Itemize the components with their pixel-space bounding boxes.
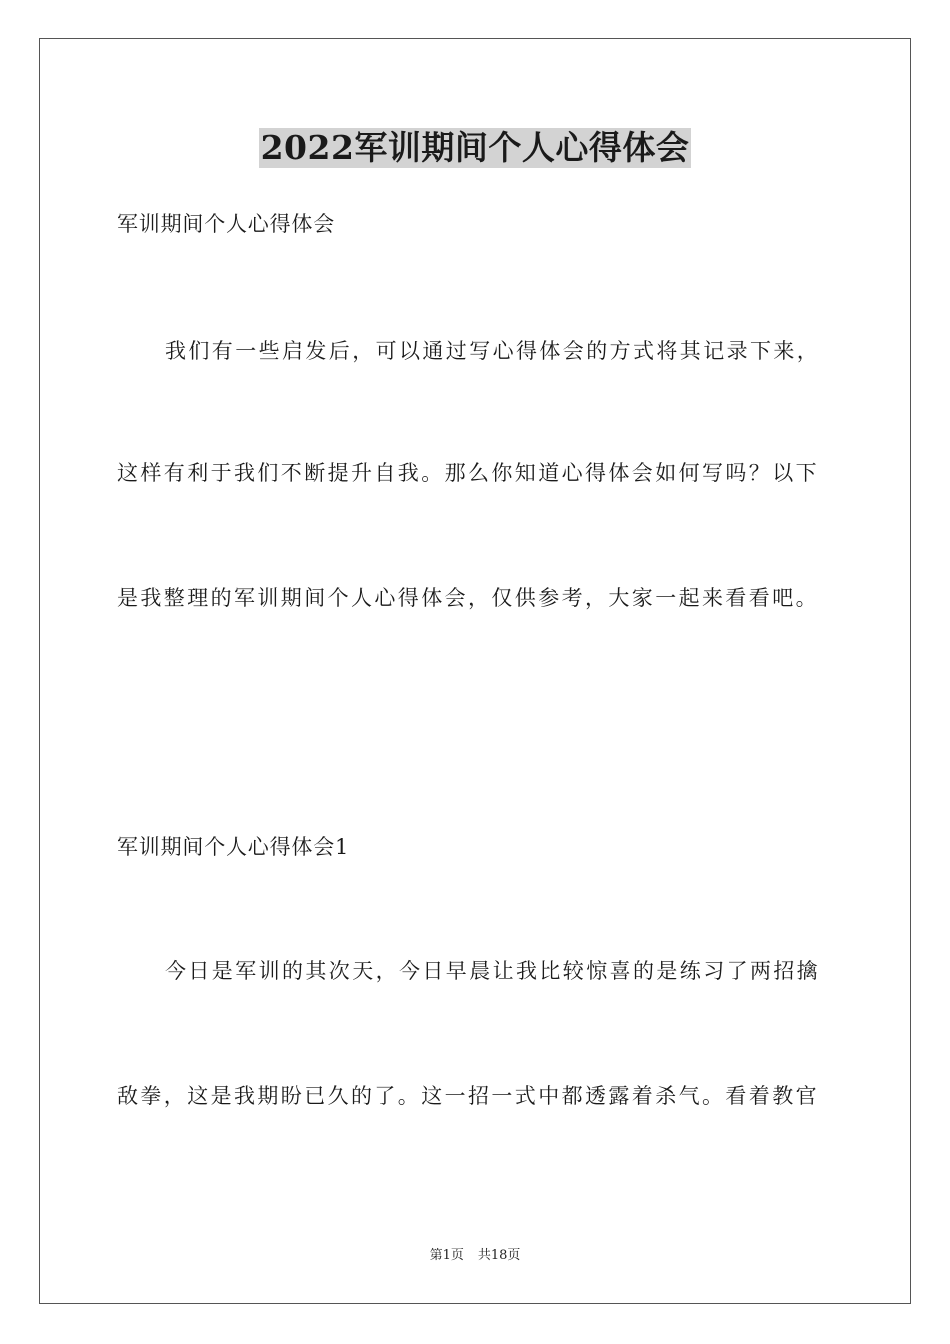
paragraph-line: 是我整理的军训期间个人心得体会，仅供参考，大家一起来看看吧。 bbox=[117, 586, 819, 610]
section-heading: 军训期间个人心得体会1 bbox=[117, 835, 350, 859]
paragraph-line: 这样有利于我们不断提升自我。那么你知道心得体会如何写吗？以下 bbox=[117, 461, 819, 485]
paragraph-line: 我们有一些启发后，可以通过写心得体会的方式将其记录下来， bbox=[165, 339, 821, 363]
paragraph-line: 今日是军训的其次天，今日早晨让我比较惊喜的是练习了两招擒 bbox=[165, 959, 821, 983]
paragraph-line: 敌拳，这是我期盼已久的了。这一招一式中都透露着杀气。看着教官 bbox=[117, 1084, 819, 1108]
page-number: 第1页 bbox=[429, 1248, 464, 1263]
subtitle-line: 军训期间个人心得体会 bbox=[117, 212, 335, 236]
document-title-text: 2022军训期间个人心得体会 bbox=[260, 128, 690, 167]
document-title bbox=[0, 128, 950, 168]
page-footer bbox=[0, 1247, 950, 1265]
page-total: 共18页 bbox=[477, 1248, 521, 1263]
